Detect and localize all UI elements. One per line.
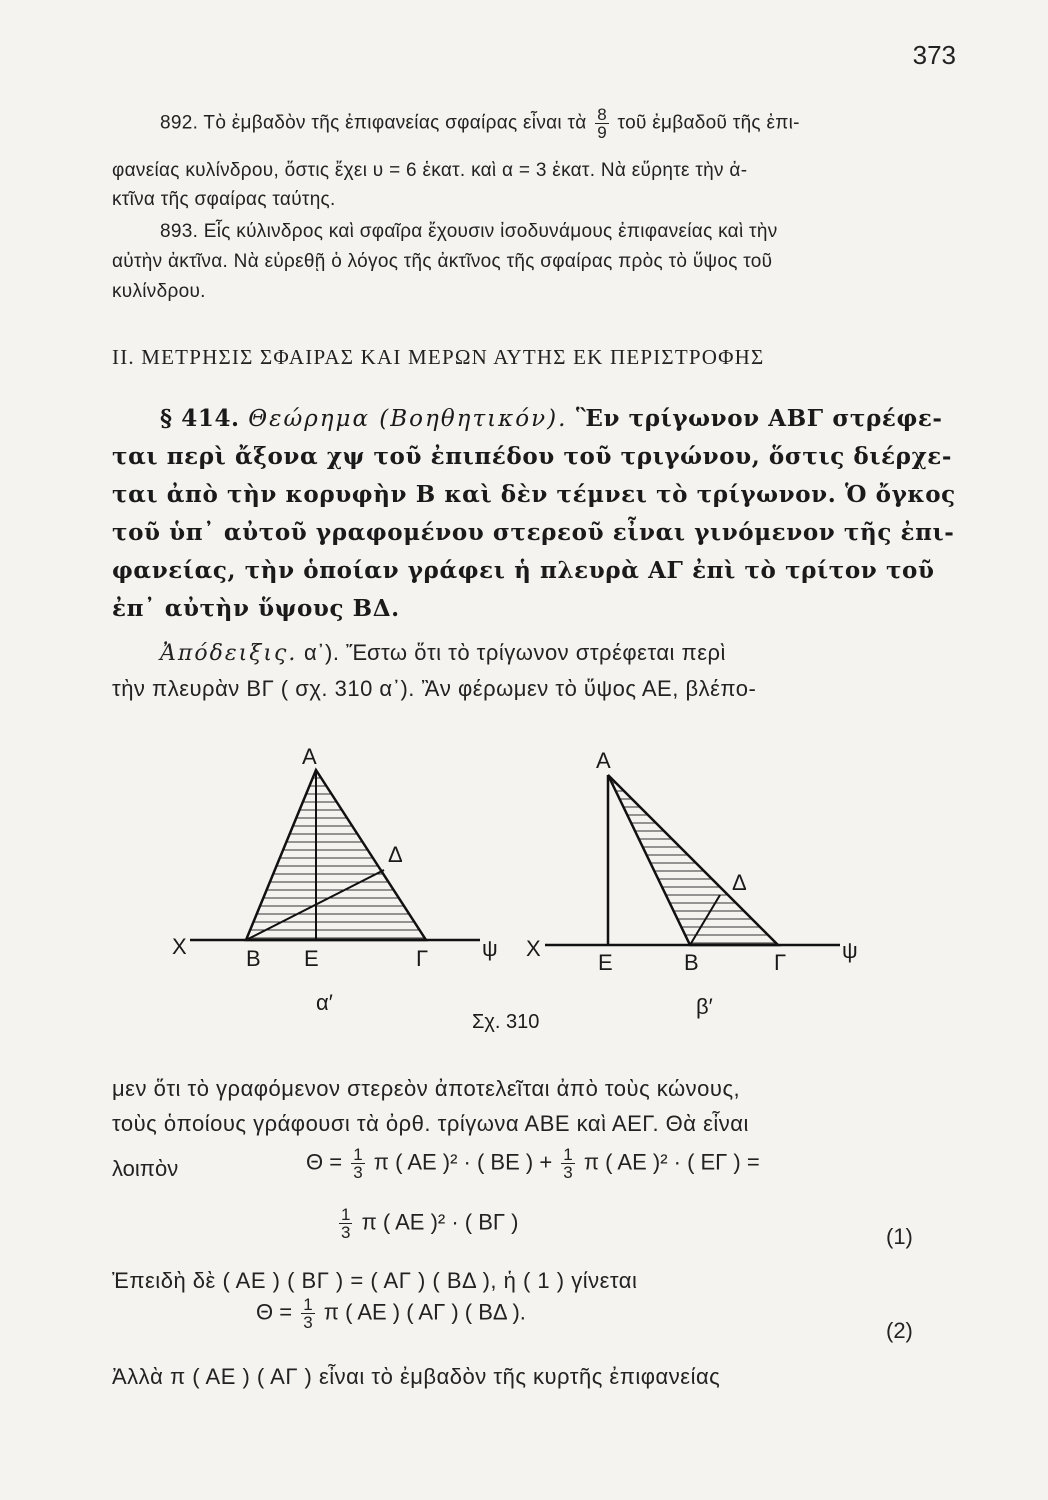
label-b-A: Α — [596, 748, 611, 773]
problem-892-line1 — [160, 106, 800, 141]
fraction-one-third — [339, 1206, 352, 1241]
proof-line1 — [160, 640, 726, 666]
theorem-line1 — [160, 405, 943, 432]
fraction-8-9 — [595, 106, 609, 141]
theorem-line5: φανείας, τὴν ὁποίαν γράφει ἡ πλευρὰ ΑΓ ἐπὶ τὸ τρίτον τοῦ — [112, 557, 935, 584]
problem-893-line1: 893. Εἷς κύλινδρος καὶ σφαῖρα ἔχουσιν ἰσοδυνάμους ἐπιφανείας καὶ τὴν — [160, 221, 778, 242]
equation-1-line2 — [336, 1206, 518, 1241]
eq2-rhs: π ( ΑΕ ) ( ΑΓ ) ( ΒΔ ). — [323, 1299, 526, 1325]
proof-line4: τοὺς ὁποίους γράφουσι τὰ ὀρθ. τρίγωνα ΑΒΕ καὶ ΑΕΓ. Θὰ εἶναι — [112, 1111, 749, 1136]
eq2-lhs: Θ = — [256, 1299, 293, 1325]
problem-892-line3: κτῖνα τῆς σφαίρας ταύτης. — [112, 189, 336, 210]
problem-893-line3: κυλίνδρου. — [112, 281, 206, 302]
theorem-number: § 414. — [160, 405, 240, 432]
frac-num: 1 — [353, 1145, 363, 1164]
label-a-E: Ε — [304, 946, 319, 971]
label-b-D: Δ — [732, 870, 747, 895]
frac-den: 3 — [303, 1313, 313, 1332]
proof-label: Ἀπόδειξις. — [160, 641, 298, 666]
proof-line6: Ἐπειδὴ δὲ ( ΑΕ ) ( ΒΓ ) = ( ΑΓ ) ( ΒΔ ), ἡ ( 1 ) γίνεται — [112, 1268, 638, 1293]
theorem-line3: ται ἀπὸ τὴν κορυφὴν Β καὶ δὲν τέμνει τὸ τρίγωνον. Ὁ ὄγκος — [112, 481, 956, 508]
label-a-Psi: ψ — [482, 936, 498, 961]
label-b-B: Β — [684, 950, 699, 975]
problem-893-line2: αὐτὴν ἀκτῖνα. Νὰ εὑρεθῇ ὁ λόγος τῆς ἀκτῖνος τῆς σφαίρας πρὸς τὸ ὕψος τοῦ — [112, 251, 773, 272]
theorem-line2: ται περὶ ἄξονα χψ τοῦ ἐπιπέδου τοῦ τριγώνου, ὅστις διέρχε- — [112, 443, 953, 470]
fraction-one-third — [561, 1146, 574, 1181]
label-a-B: Β — [246, 946, 261, 971]
section-heading: ΙΙ. ΜΕΤΡΗΣΙΣ ΣΦΑΙΡΑΣ ΚΑΙ ΜΕΡΩΝ ΑΥΤΗΣ ΕΚ ΠΕΡΙΣΤΡΟΦΗΣ — [112, 345, 765, 369]
proof-line5-word: λοιπὸν — [112, 1156, 179, 1181]
label-a-X: Χ — [172, 934, 187, 959]
label-b-E: Ε — [598, 950, 613, 975]
label-b-G: Γ — [774, 950, 787, 975]
frac-den: 3 — [353, 1163, 363, 1182]
theorem-line4: τοῦ ὑπ᾽ αὐτοῦ γραφομένου στερεοῦ εἶναι γινόμενον τῆς ἐπι- — [112, 519, 955, 546]
proof-line3: μεν ὅτι τὸ γραφόμενον στερεὸν ἀποτελεῖται ἀπὸ τοὺς κώνους, — [112, 1076, 741, 1101]
figure-caption: Σχ. 310 — [472, 1011, 540, 1033]
label-figure-a: α′ — [316, 990, 333, 1015]
proof-line7: Ἀλλὰ π ( ΑΕ ) ( ΑΓ ) εἶναι τὸ ἐμβαδὸν τῆς κυρτῆς ἐπιφανείας — [112, 1364, 721, 1389]
fraction-one-third — [351, 1146, 364, 1181]
fraction-one-third — [301, 1296, 314, 1331]
label-figure-b: β′ — [696, 994, 713, 1019]
equation-2-number: (2) — [886, 1318, 913, 1343]
fraction-numerator: 8 — [597, 105, 607, 124]
theorem-line6: ἐπ᾽ αὐτὴν ὕψους ΒΔ. — [112, 595, 400, 622]
frac-num: 1 — [341, 1205, 351, 1224]
equation-2 — [256, 1296, 526, 1331]
proof-text-1: α᾽). Ἔστω ὅτι τὸ τρίγωνον στρέφεται περὶ — [303, 640, 726, 665]
figure-b — [150, 748, 890, 1019]
figure-310 — [150, 730, 890, 1040]
fraction-denominator: 9 — [597, 123, 607, 142]
label-a-G: Γ — [416, 946, 429, 971]
page-number: 373 — [912, 40, 956, 70]
label-a-D: Δ — [388, 842, 403, 867]
eq1-term1: π ( ΑΕ )² · ( ΒΕ ) + — [373, 1149, 553, 1175]
equation-1-number: (1) — [886, 1224, 913, 1249]
label-a-A: Α — [302, 744, 317, 769]
frac-num: 1 — [303, 1295, 313, 1314]
theorem-text-1: Ἓν τρίγωνον ΑΒΓ στρέφε- — [576, 405, 943, 432]
equation-1-line1 — [306, 1146, 760, 1181]
problem-892-text-b: τοῦ ἐμβαδοῦ τῆς ἐπι- — [617, 112, 800, 134]
frac-den: 3 — [563, 1163, 573, 1182]
problem-892-line2: φανείας κυλίνδρου, ὅστις ἔχει υ = 6 ἑκατ. καὶ α = 3 ἑκατ. Νὰ εὕρητε τὴν ἀ- — [112, 160, 748, 181]
hatching-a — [150, 778, 890, 938]
eq1-lhs: Θ = — [306, 1149, 343, 1175]
frac-den: 3 — [341, 1223, 351, 1242]
label-b-X: Χ — [526, 936, 541, 961]
label-b-Psi: ψ — [842, 938, 858, 963]
eq1-term2: π ( ΑΕ )² · ( ΕΓ ) = — [583, 1149, 760, 1175]
proof-line2: τὴν πλευρὰν ΒΓ ( σχ. 310 α᾽). Ἂν φέρωμεν τὸ ὕψος ΑΕ, βλέπο- — [112, 676, 757, 701]
hatching-b — [150, 783, 890, 943]
problem-892-text-a: 892. Τὸ ἐμβαδὸν τῆς ἐπιφανείας σφαίρας εἶναι τὰ — [160, 112, 587, 134]
frac-num: 1 — [563, 1145, 573, 1164]
eq1-result: π ( ΑΕ )² · ( ΒΓ ) — [361, 1209, 519, 1235]
theorem-title: Θεώρημα (Βοηθητικόν). — [248, 406, 568, 432]
